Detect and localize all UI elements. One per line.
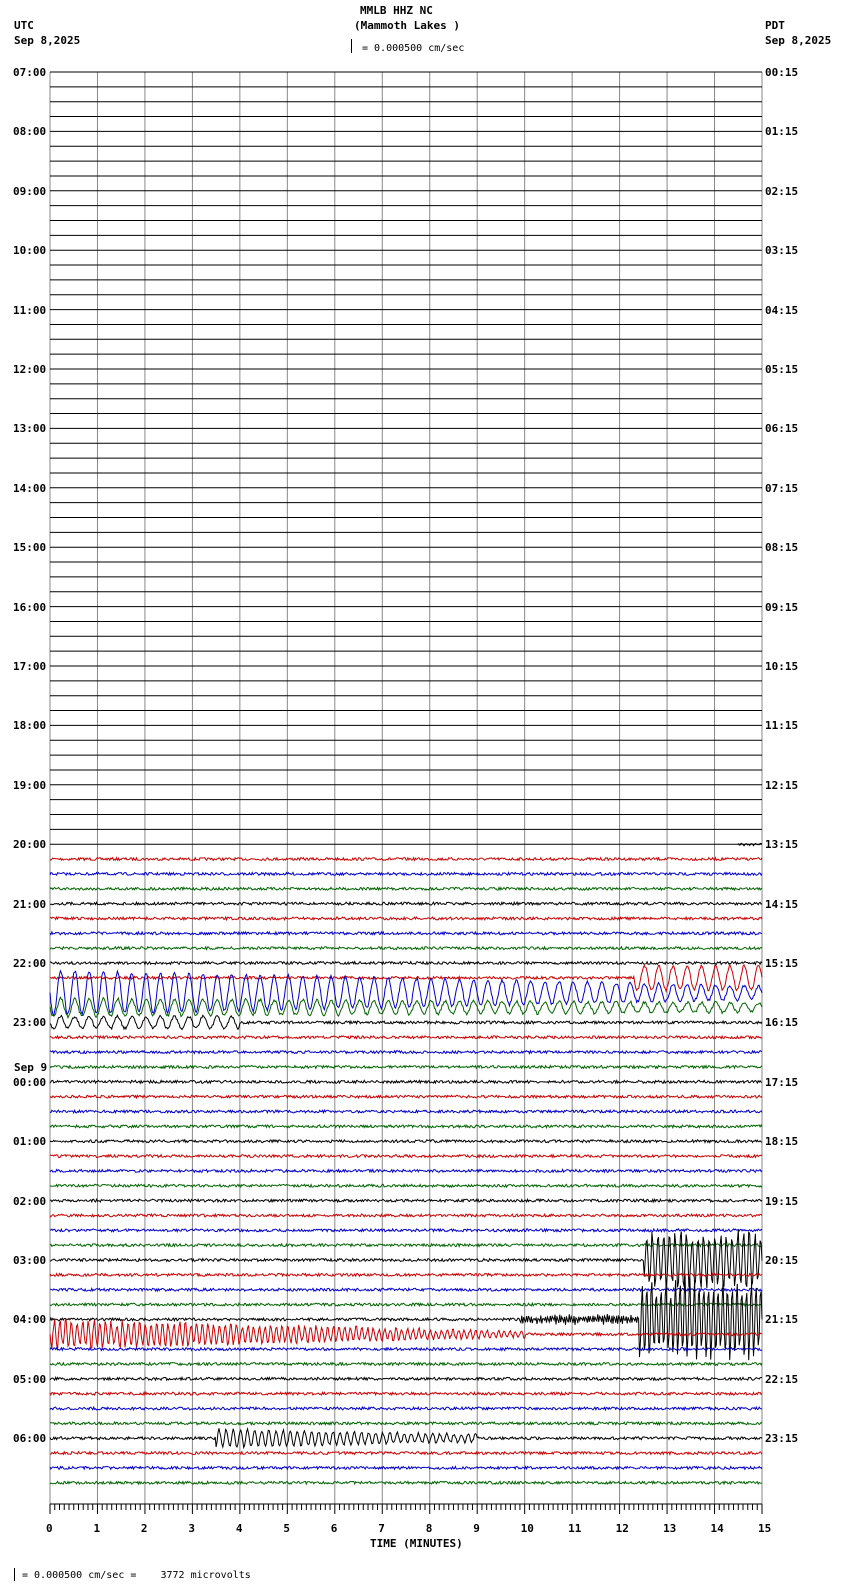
x-axis-label: TIME (MINUTES) (370, 1537, 463, 1550)
right-hour-label: 06:15 (765, 422, 799, 436)
right-date: Sep 8,2025 (765, 34, 832, 47)
left-hour-label: 12:00 (13, 363, 47, 376)
x-tick-label: 14 (710, 1522, 724, 1535)
seismic-trace (50, 1452, 762, 1455)
left-hour-label: 23:00 (13, 1016, 47, 1030)
seismic-trace (50, 1036, 762, 1039)
x-tick-label: 1 (93, 1522, 101, 1535)
x-tick-label: 3 (188, 1522, 196, 1535)
right-hour-label: 01:15 (765, 125, 799, 139)
left-hour-label: 02:00 (13, 1194, 47, 1208)
seismic-trace (50, 947, 762, 950)
right-hour-label: 21:15 (765, 1313, 799, 1327)
left-hour-label: 22:00 (13, 957, 47, 970)
left-hour-label: 03:00 (13, 1254, 47, 1267)
location-title: (Mammoth Lakes ) (354, 19, 460, 32)
left-date: Sep 8,2025 (14, 34, 81, 47)
seismic-trace (50, 1422, 762, 1425)
seismic-trace (50, 1170, 762, 1173)
seismic-trace (50, 1274, 762, 1277)
x-tick-label: 5 (283, 1522, 290, 1535)
x-tick-label: 11 (568, 1522, 582, 1535)
left-hour-label: 04:00 (13, 1313, 47, 1327)
seismic-trace (50, 1051, 762, 1054)
right-hour-label: 16:15 (765, 1016, 799, 1030)
seismic-trace (50, 932, 762, 935)
left-hour-label: 18:00 (13, 719, 47, 733)
seismic-trace (50, 1066, 762, 1069)
left-hour-label: 14:00 (13, 481, 47, 495)
left-hour-label: 00:00 (13, 1075, 47, 1089)
seismic-trace (50, 1015, 762, 1029)
seismic-trace (50, 887, 762, 890)
seismic-trace (50, 1140, 762, 1143)
seismic-trace (50, 1481, 762, 1484)
seismic-trace (50, 1348, 762, 1351)
x-tick-label: 4 (235, 1522, 243, 1535)
left-hour-label: 08:00 (13, 125, 47, 139)
seismic-trace (50, 1363, 762, 1366)
footer-scale-bar-icon (14, 1568, 16, 1581)
x-tick-label: 8 (425, 1522, 433, 1535)
right-hour-label: 03:15 (765, 244, 799, 258)
left-hour-label: 10:00 (13, 244, 47, 258)
x-tick-label: 6 (330, 1522, 338, 1535)
right-hour-label: 23:15 (765, 1432, 799, 1446)
x-tick-label: 2 (140, 1522, 148, 1535)
right-hour-label: 05:15 (765, 363, 799, 376)
right-hour-label: 08:15 (765, 541, 799, 555)
x-tick-label: 12 (615, 1522, 629, 1535)
date-change-label: Sep 9 (14, 1061, 48, 1074)
seismic-trace (50, 1288, 762, 1291)
seismic-trace (50, 997, 762, 1017)
right-hour-label: 18:15 (765, 1135, 799, 1149)
seismic-trace (50, 917, 762, 920)
seismic-trace (50, 1467, 762, 1470)
right-hour-label: 07:15 (765, 481, 799, 495)
left-hour-label: 06:00 (13, 1432, 47, 1446)
seismic-trace (50, 1377, 762, 1380)
left-hour-label: 20:00 (13, 838, 47, 852)
left-hour-label: 11:00 (13, 303, 47, 317)
left-hour-label: 09:00 (13, 184, 47, 198)
seismic-trace (50, 1184, 762, 1187)
seismic-trace (50, 1080, 762, 1083)
seismic-trace (50, 1214, 762, 1217)
left-hour-label: 21:00 (13, 897, 47, 911)
right-hour-label: 09:15 (765, 600, 799, 614)
seismic-trace (50, 965, 762, 992)
seismic-trace (50, 1407, 762, 1410)
station-title: MMLB HHZ NC (360, 4, 433, 17)
right-hour-label: 02:15 (765, 184, 799, 198)
right-hour-label: 22:15 (765, 1372, 799, 1386)
seismic-trace (50, 858, 762, 861)
x-tick-label: 7 (378, 1522, 385, 1535)
right-hour-label: 12:15 (765, 778, 799, 792)
left-hour-label: 15:00 (13, 541, 47, 555)
seismic-trace (50, 1199, 762, 1202)
seismic-trace (50, 962, 762, 965)
scale-label: = 0.000500 cm/sec (362, 43, 465, 54)
seismic-trace (50, 1392, 762, 1395)
right-hour-label: 15:15 (765, 957, 799, 970)
seismic-trace (50, 1244, 762, 1247)
x-tick-label: 10 (520, 1522, 534, 1535)
right-hour-label: 10:15 (765, 660, 799, 673)
right-hour-label: 17:15 (765, 1075, 799, 1089)
seismic-trace (50, 1110, 762, 1113)
right-hour-label: 04:15 (765, 303, 799, 317)
left-timezone: UTC (14, 19, 34, 32)
right-timezone: PDT (765, 19, 785, 32)
right-hour-label: 11:15 (765, 719, 799, 733)
x-tick-label: 9 (473, 1522, 480, 1535)
seismic-trace (50, 1229, 762, 1232)
left-hour-label: 19:00 (13, 778, 47, 792)
right-hour-label: 20:15 (765, 1254, 799, 1267)
left-hour-label: 07:00 (13, 66, 47, 79)
seismic-trace (50, 873, 762, 876)
left-hour-label: 05:00 (13, 1372, 47, 1386)
seismic-trace (50, 1230, 762, 1290)
seismic-trace (50, 902, 762, 905)
left-hour-label: 17:00 (13, 660, 47, 673)
right-hour-label: 00:15 (765, 66, 799, 79)
x-tick-label: 0 (46, 1522, 53, 1535)
right-hour-label: 13:15 (765, 838, 799, 852)
footer-scale-label: = 0.000500 cm/sec = 3772 microvolts (22, 1570, 251, 1581)
seismic-trace (50, 1428, 762, 1447)
right-hour-label: 19:15 (765, 1194, 799, 1208)
seismic-trace (50, 1095, 762, 1098)
left-hour-label: 13:00 (13, 422, 47, 436)
left-hour-label: 01:00 (13, 1135, 47, 1149)
right-hour-label: 14:15 (765, 897, 799, 911)
x-tick-label: 15 (758, 1522, 772, 1535)
seismic-trace (50, 1155, 762, 1158)
seismic-trace (50, 1125, 762, 1128)
left-hour-label: 16:00 (13, 600, 47, 614)
x-tick-label: 13 (663, 1522, 677, 1535)
